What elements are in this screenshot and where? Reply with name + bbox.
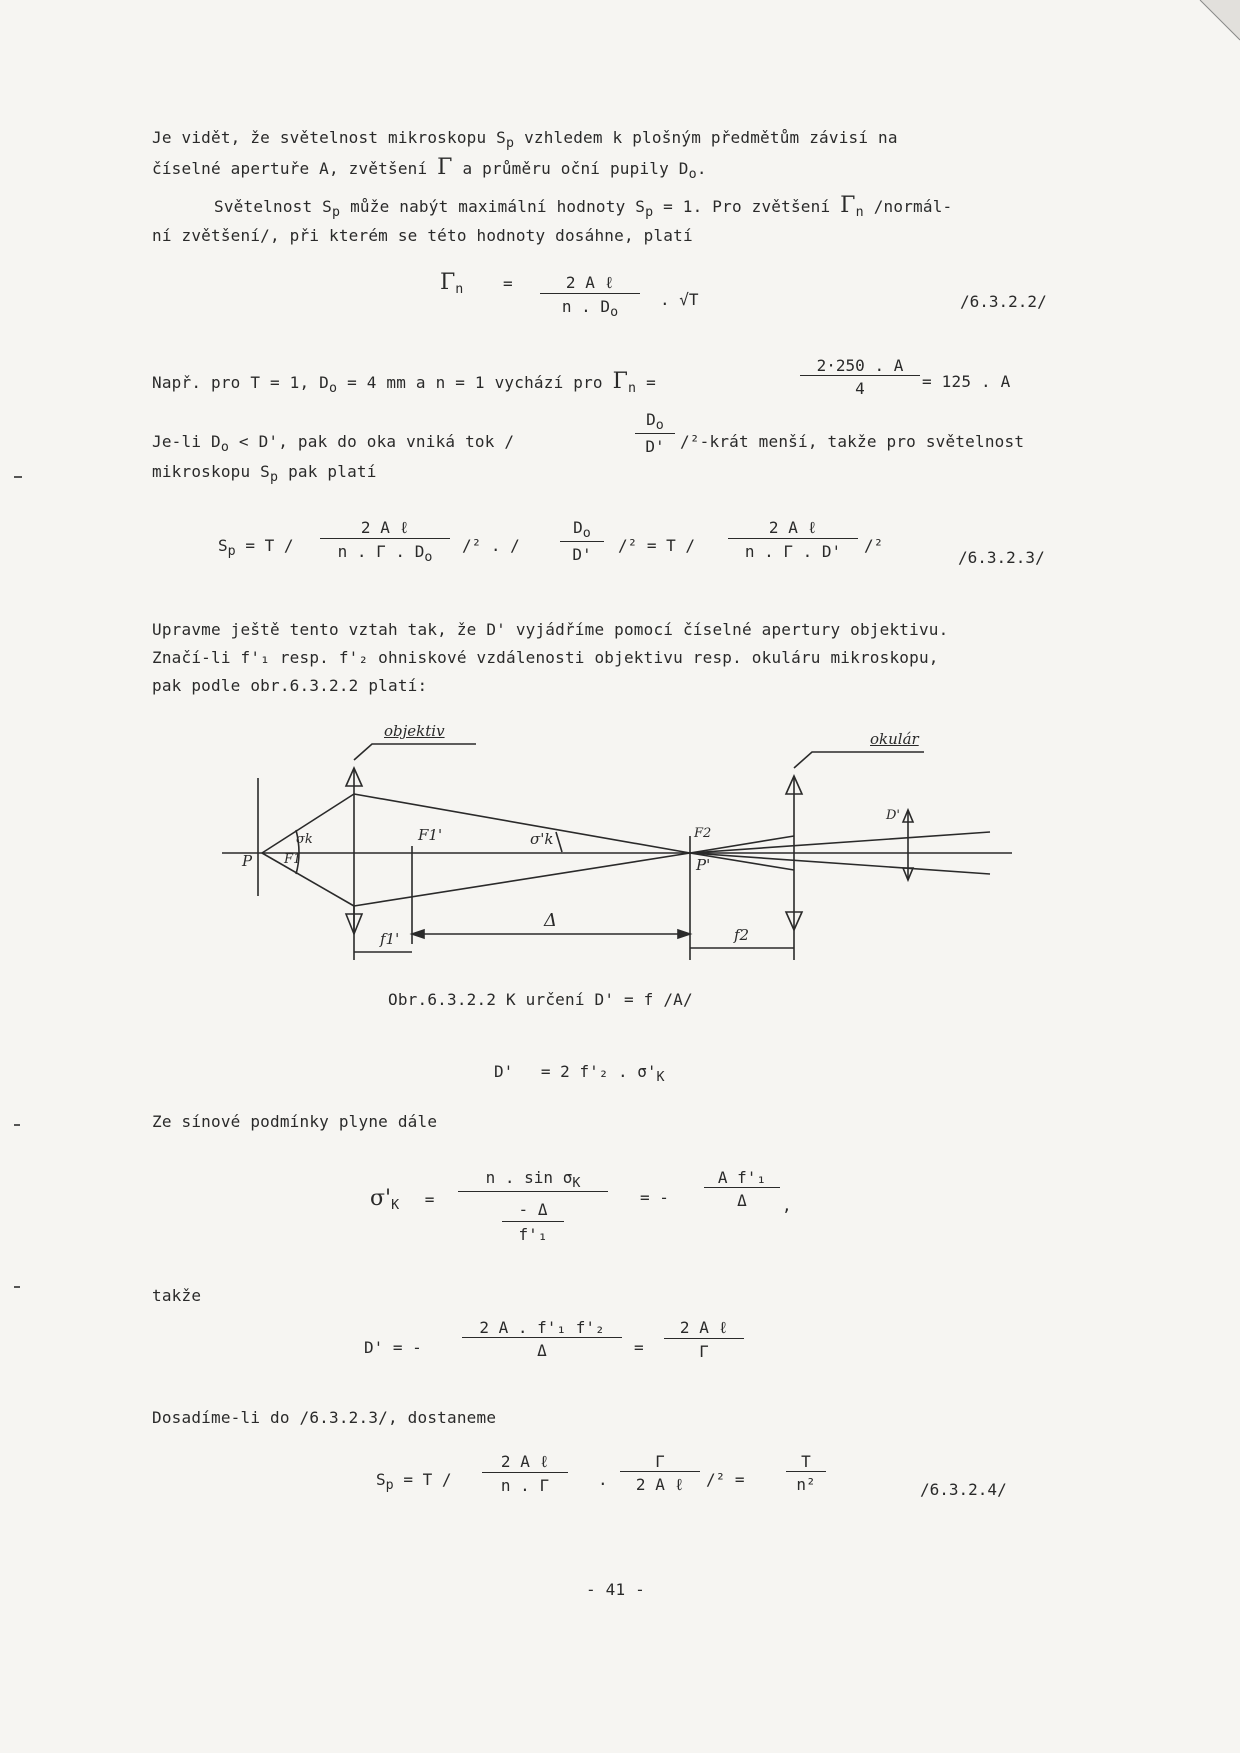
equation-6-fraction-1: 2 A ℓ n . Γ (482, 1452, 568, 1495)
paragraph-3-line-1a: Je-li $D_o < D'$, pak do oka vniká tok / (152, 432, 515, 456)
paragraph-2-line-1: Světelnost $S_p$ může nabýt maximální hodnoty $S_p = 1$. Pro zvětšení $\Gamma_n$ /normál- (214, 193, 953, 221)
paragraph-3-fraction: $\frac{D_o}{D'}$ (635, 410, 675, 456)
paragraph-4-line-3: pak podle obr.6.3.2.2 platí: (152, 676, 428, 695)
equation-sine-fraction-2: $\frac{\text{A f'₁}}{\Delta}$ (704, 1168, 780, 1210)
scan-mark (14, 1286, 20, 1288)
equation-d-prime-2-fraction-1: $\frac{\text{2 A . f'₁ f'₂}}{\Delta}$ (462, 1318, 622, 1360)
equation-1-sqrt: . √T (660, 290, 699, 309)
equation-sine-lhs: $\sigma'_K$ = (370, 1186, 435, 1214)
equation-2-fraction-2: $\frac{D_o}{D'}$ (560, 518, 604, 564)
paragraph-6: takže (152, 1286, 202, 1305)
equation-6-ref: /6.3.2.4/ (920, 1480, 1007, 1499)
equation-2-part-2: /² = T / (618, 536, 696, 555)
label-d-prime: D' (886, 808, 900, 823)
label-f2: F2 (694, 826, 712, 841)
label-f1-prime: F1' (418, 826, 443, 844)
label-p: P (242, 852, 253, 870)
equation-2-fraction-3: 2 A ℓ n . Γ . D' (728, 518, 858, 561)
equation-6-3-2-4-lhs: $S_p = T$ / (376, 1470, 452, 1494)
equation-1-ref: /6.3.2.2/ (960, 292, 1047, 311)
equation-6-part: /² = (706, 1470, 745, 1489)
label-delta: Δ (544, 910, 557, 931)
equation-6-3-2-3-lhs: $S_p = T$ / (218, 536, 294, 560)
example-line: Např. pro T = 1, $D_o = 4$ mm a n = 1 vychází pro $\Gamma_n$ = (152, 369, 656, 397)
equation-2-fraction-1: 2 A ℓ n . Γ . $D_o$ (320, 518, 450, 565)
label-f1p-distance: f1' (380, 930, 400, 948)
label-okular: okulár (870, 730, 919, 748)
paragraph-2-line-2: ní zvětšení/, při kterém se této hodnoty dosáhne, platí (152, 226, 693, 245)
equation-sine-end: , (782, 1196, 792, 1215)
page-number: - 41 - (586, 1580, 645, 1599)
label-sigma-k: σk (296, 832, 313, 847)
equation-sine-fraction-1: n . $\sin \sigma_K$ - Δ f'₁ (458, 1168, 608, 1244)
example-fraction: $\frac{2\cdot 250 . A}{4}$ (800, 356, 920, 398)
equation-6-dot: . (598, 1470, 608, 1489)
paragraph-3-line-2: mikroskopu $S_p$ pak platí (152, 462, 377, 486)
equation-d-prime: D' = 2 f'₂ . $\sigma'_K$ (494, 1062, 665, 1086)
equation-d-prime-2-eq: = (634, 1338, 644, 1357)
equation-d-prime-2-lhs: D' = - (364, 1338, 422, 1357)
label-f1: F1 (284, 852, 302, 867)
scan-mark (14, 1124, 20, 1126)
example-result: = 125 . A (922, 372, 1011, 391)
figure-caption: Obr.6.3.2.2 K určení D' = f /A/ (388, 990, 693, 1009)
paragraph-4-line-1: Upravme ještě tento vztah tak, že D' vyjádříme pomocí číselné apertury objektivu. (152, 620, 949, 639)
equation-sine-part-2: = - (640, 1188, 669, 1207)
equation-d-prime-2-fraction-2: 2 A ℓ Γ (664, 1318, 744, 1361)
equation-6-fraction-2: Γ 2 A ℓ (620, 1452, 700, 1495)
paragraph-4-line-2: Značí-li f'₁ resp. f'₂ ohniskové vzdálenosti objektivu resp. okuláru mikroskopu, (152, 648, 939, 667)
paragraph-1-line-2: číselné apertuře A, zvětšení Γ a průměru oční pupily $D_o$. (152, 155, 707, 183)
equation-2-ref: /6.3.2.3/ (958, 548, 1045, 567)
label-objektiv: objektiv (384, 722, 445, 740)
label-f2-distance: f2 (734, 926, 750, 944)
paragraph-7: Dosadíme-li do /6.3.2.3/, dostaneme (152, 1408, 497, 1427)
paragraph-1-line-1: Je vidět, že světelnost mikroskopu $S_p$ vzhledem k plošným předmětům závisí na (152, 128, 898, 152)
equation-1-fraction: 2 A ℓ n . $D_o$ (540, 273, 640, 320)
scan-mark (14, 476, 22, 478)
paragraph-3-line-1c: /²-krát menší, takže pro světelnost (680, 432, 1025, 451)
label-sigma-k-prime: σ'k (530, 830, 554, 848)
equation-6-fraction-3: $\frac{T}{\text{n²}}$ (786, 1452, 826, 1494)
paragraph-5: Ze sínové podmínky plyne dále (152, 1112, 438, 1131)
equation-2-part-3: /² (864, 536, 884, 555)
equation-6-3-2-2: $\Gamma_n$ = (440, 270, 513, 298)
equation-2-part-1: /² . / (462, 536, 520, 555)
label-p-prime: P' (696, 856, 711, 874)
